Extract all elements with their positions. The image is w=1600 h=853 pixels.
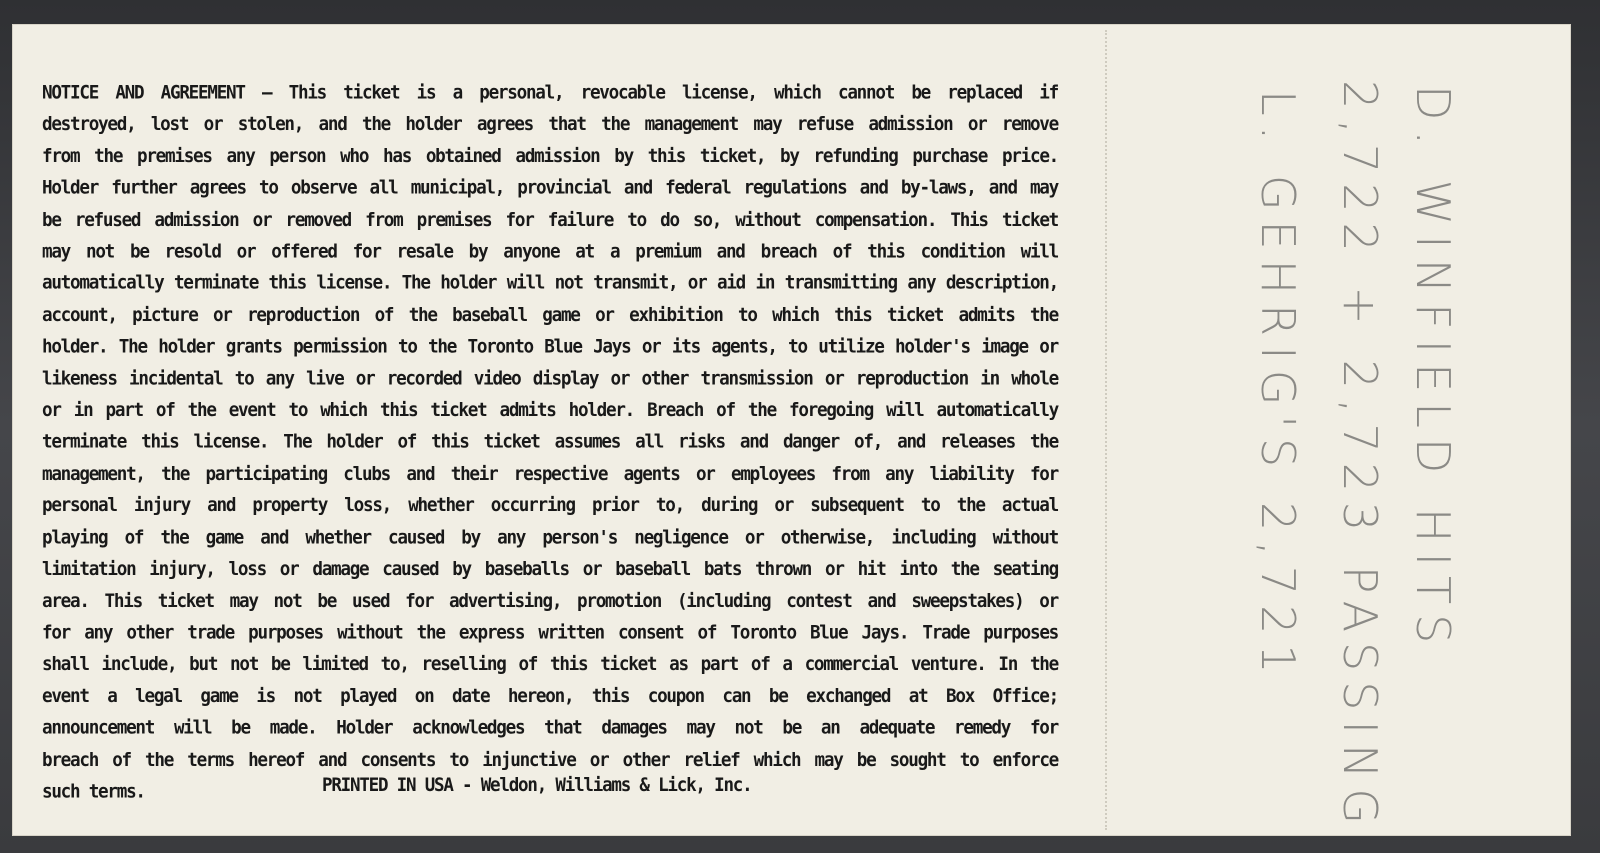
notice-line: or in part of the event to which this ticket admits holder. Breach of the foregoing will automatically: [42, 399, 1058, 422]
handwritten-note-line-3: L. GEHRIG'S 2,721: [1251, 90, 1305, 684]
notice-line: account, picture or reproduction of the baseball game or exhibition to which this ticket admits the: [42, 304, 1058, 327]
printer-credit: PRINTED IN USA - Weldon, Williams & Lick, Inc.: [322, 775, 752, 797]
notice-line: likeness incidental to any live or recorded video display or other transmission or reproduction in whole: [42, 368, 1058, 390]
notice-line: for any other trade purposes without the express written consent of Toronto Blue Jays. Trade purposes: [42, 622, 1058, 644]
notice-heading: NOTICE AND AGREEMENT —: [42, 82, 272, 104]
notice-line: may not be resold or offered for resale by anyone at a premium and breach of this condition will: [42, 241, 1058, 263]
notice-line: Holder further agrees to observe all municipal, provincial and federal regulations and by-laws, and may: [42, 177, 1058, 200]
notice-line: breach of the terms hereof and consents to injunctive or other relief which may be sought to enforce: [42, 749, 1058, 771]
notice-line: holder. The holder grants permission to the Toronto Blue Jays or its agents, to utilize holder's image or: [42, 336, 1058, 358]
notice-line: such terms.: [42, 781, 145, 803]
perforation-line: [1105, 30, 1107, 830]
notice-line-1: NOTICE AND AGREEMENT — This ticket is a personal, revocable license, which cannot be replaced if: [42, 82, 1058, 104]
notice-line: announcement will be made. Holder acknowledges that damages may not be an adequate remedy for: [42, 717, 1058, 740]
handwritten-note-line-2: 2,722 + 2,723 PASSING: [1333, 80, 1387, 835]
notice-and-agreement-text: [42, 78, 1058, 808]
notice-line: personal injury and property loss, whether occurring prior to, during or subsequent to the actual: [42, 495, 1058, 517]
notice-line: shall include, but not be limited to, reselling of this ticket as part of a commercial venture. In the: [42, 653, 1058, 676]
notice-line: automatically terminate this license. The holder will not transmit, or aid in transmitting any description,: [42, 272, 1058, 295]
notice-line: terminate this license. The holder of this ticket assumes all risks and danger of, and releases the: [42, 431, 1058, 454]
notice-line: area. This ticket may not be used for advertising, promotion (including contest and sweepstakes) or: [42, 590, 1058, 613]
notice-line: be refused admission or removed from premises for failure to do so, without compensation. This ticket: [42, 209, 1058, 231]
notice-line: management, the participating clubs and their respective agents or employees from any liability for: [42, 463, 1058, 486]
notice-line: event a legal game is not played on date hereon, this coupon can be exchanged at Box Office;: [42, 685, 1058, 708]
notice-line: playing of the game and whether caused by any person's negligence or otherwise, including without: [42, 526, 1058, 549]
notice-line: from the premises any person who has obtained admission by this ticket, by refunding purchase price.: [42, 145, 1058, 168]
notice-line: limitation injury, loss or damage caused by baseballs or baseball bats thrown or hit into the seating: [42, 558, 1058, 581]
notice-line: destroyed, lost or stolen, and the holder agrees that the management may refuse admission or remove: [42, 114, 1058, 136]
handwritten-note-line-1: D. WINFIELD HITS: [1406, 85, 1460, 654]
